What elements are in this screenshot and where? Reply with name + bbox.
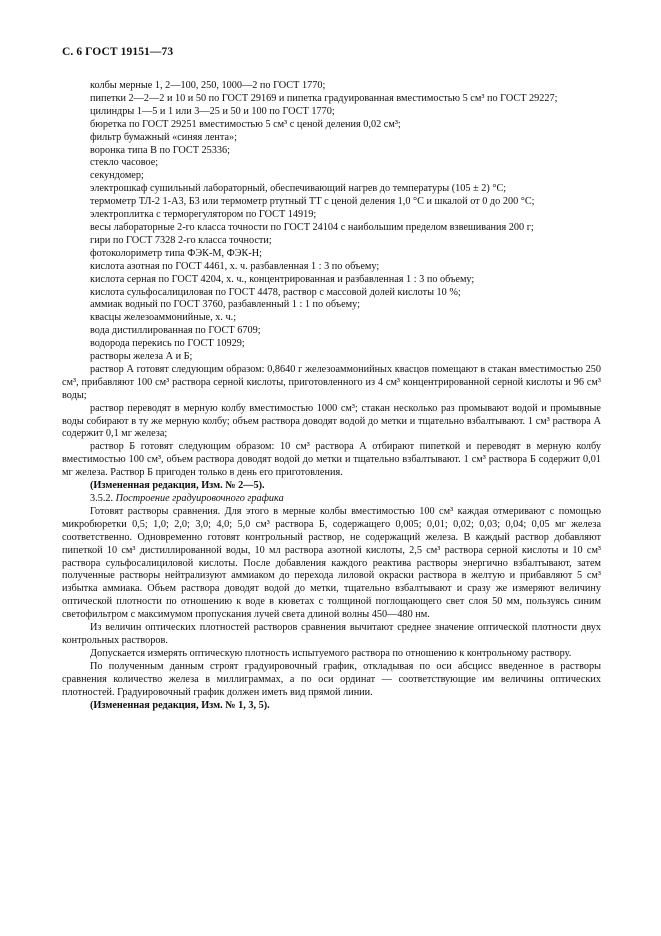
paragraph: весы лабораторные 2-го класса точности по ГОСТ 24104 с наибольшим пределом взвешивания 200 г;	[90, 221, 534, 233]
document-body	[62, 80, 601, 712]
amendment-note: (Измененная редакция, Изм. № 2—5).	[90, 480, 265, 492]
paragraph: квасцы железоаммонийные, х. ч.;	[90, 312, 237, 324]
paragraph: секундомер;	[90, 170, 144, 182]
paragraph: фильтр бумажный «синяя лента»;	[90, 131, 238, 143]
amendment-note: (Измененная редакция, Изм. № 1, 3, 5).	[90, 699, 270, 711]
paragraph: воронка типа В по ГОСТ 25336;	[90, 144, 231, 156]
paragraph: Из величин оптических плотностей растворов сравнения вычитают среднее значение оптической плотности двух контрольных растворов.	[62, 622, 601, 646]
paragraph: пипетки 2—2—2 и 10 и 50 по ГОСТ 29169 и пипетка градуированная вместимостью 5 см³ по ГОСТ 29227;	[90, 92, 558, 104]
paragraph: кислота серная по ГОСТ 4204, х. ч., концентрированная и разбавленная 1 : 3 по объему;	[90, 273, 475, 285]
paragraph: кислота сульфосалициловая по ГОСТ 4478, раствор с массовой долей кислоты 10 %;	[90, 286, 461, 298]
section-heading	[62, 493, 601, 506]
paragraph: стекло часовое;	[90, 157, 159, 169]
paragraph: Допускается измерять оптическую плотность испытуемого раствора по отношению к контрольному раствору.	[90, 647, 572, 659]
paragraph: гири по ГОСТ 7328 2-го класса точности;	[90, 234, 272, 246]
page-header: С. 6 ГОСТ 19151—73	[62, 46, 174, 58]
paragraph: фотоколориметр типа ФЭК-М, ФЭК-Н;	[90, 247, 263, 259]
paragraph: колбы мерные 1, 2—100, 250, 1000—2 по ГОСТ 1770;	[90, 80, 326, 91]
paragraph: электроплитка с терморегулятором по ГОСТ 14919;	[90, 209, 317, 221]
paragraph: раствор переводят в мерную колбу вместимостью 1000 см³; стакан несколько раз промывают водой и промывные воды собирают в ту же мерную колбу; объем раствора доводят водой до метки и тщательно взбалтывают. 1 см³ раствора А содержит 0,1 мг железа;	[62, 402, 601, 440]
paragraph: вода дистиллированная по ГОСТ 6709;	[90, 325, 261, 337]
paragraph: Готовят растворы сравнения. Для этого в мерные колбы вместимостью 100 см³ каждая отмеривают с помощью микробюретки 0,5; 1,0; 2,0; 3,0; 4,0; 5,0 см³ раствора Б, содержащего 0,005; 0,01; 0,02; 0,03; 0,04; 0,05 мг железа соответственно. Одновременно готовят контрольный раствор, не содержащий железа. В каждый раствор добавляют пипеткой 10 см³ дистиллированной воды, 10 мл раствора азотной кислоты, 2,5 см³ раствора серной кислоты и 10 см³ раствора сульфосалициловой кислоты. После добавления каждого реактива растворы энергично взбалтывают, затем полученные растворы нейтрализуют аммиаком до перехода лиловой окраски раствора в желтую и прибавляют 5 см³ избытка аммиака. Объем раствора доводят водой до метки, тщательно взбалтывают и сразу же измеряют величину оптической плотности по отношению к воде в кюветах с толщиной поглощающего свет слоя 50 мм, пользуясь синим светофильтром с максимумом пропускания лучей света длиной волны 450—480 нм.	[62, 505, 601, 621]
paragraph: водорода перекись по ГОСТ 10929;	[90, 338, 245, 350]
paragraph: раствор А готовят следующим образом: 0,8640 г железоаммонийных квасцов помещают в стакан вместимостью 250 см³, прибавляют 100 см³ раствора серной кислоты, приготовленного из 4 см³ концентрированной серной кислоты и 96 см³ воды;	[62, 363, 601, 401]
paragraph: аммиак водный по ГОСТ 3760, разбавленный 1 : 1 по объему;	[90, 299, 360, 311]
paragraph: бюретка по ГОСТ 29251 вместимостью 5 см³ с ценой деления 0,02 см³;	[90, 118, 401, 130]
paragraph: кислота азотная по ГОСТ 4461, х. ч. разбавленная 1 : 3 по объему;	[90, 260, 380, 272]
paragraph: термометр ТЛ-2 1-А3, Б3 или термометр ртутный ТТ с ценой деления 1,0 °С и шкалой от 0 до 200 °С;	[90, 196, 535, 208]
paragraph: По полученным данным строят градуировочный график, откладывая по оси абсцисс введенное в растворы сравнения количество железа в миллиграммах, а по оси ординат — соответствующие им величины оптических плотностей. Градуировочный график должен иметь вид прямой линии.	[62, 660, 601, 698]
paragraph: цилиндры 1—5 и 1 или 3—25 и 50 и 100 по ГОСТ 1770;	[90, 105, 335, 117]
section-number: 3.5.2.	[90, 493, 114, 504]
paragraph: раствор Б готовят следующим образом: 10 см³ раствора А отбирают пипеткой и переводят в мерную колбу вместимостью 100 см³, объем раствора доводят водой до метки и тщательно взбалтывают. 1 см³ раствора Б содержит 0,01 мг железа. Раствор Б пригоден только в день его приготовления.	[62, 441, 601, 479]
paragraph: электрошкаф сушильный лабораторный, обеспечивающий нагрев до температуры (105 ± 2) °С;	[90, 183, 507, 195]
section-title: Построение градуировочного графика	[115, 493, 284, 504]
paragraph: растворы железа А и Б;	[90, 351, 193, 363]
